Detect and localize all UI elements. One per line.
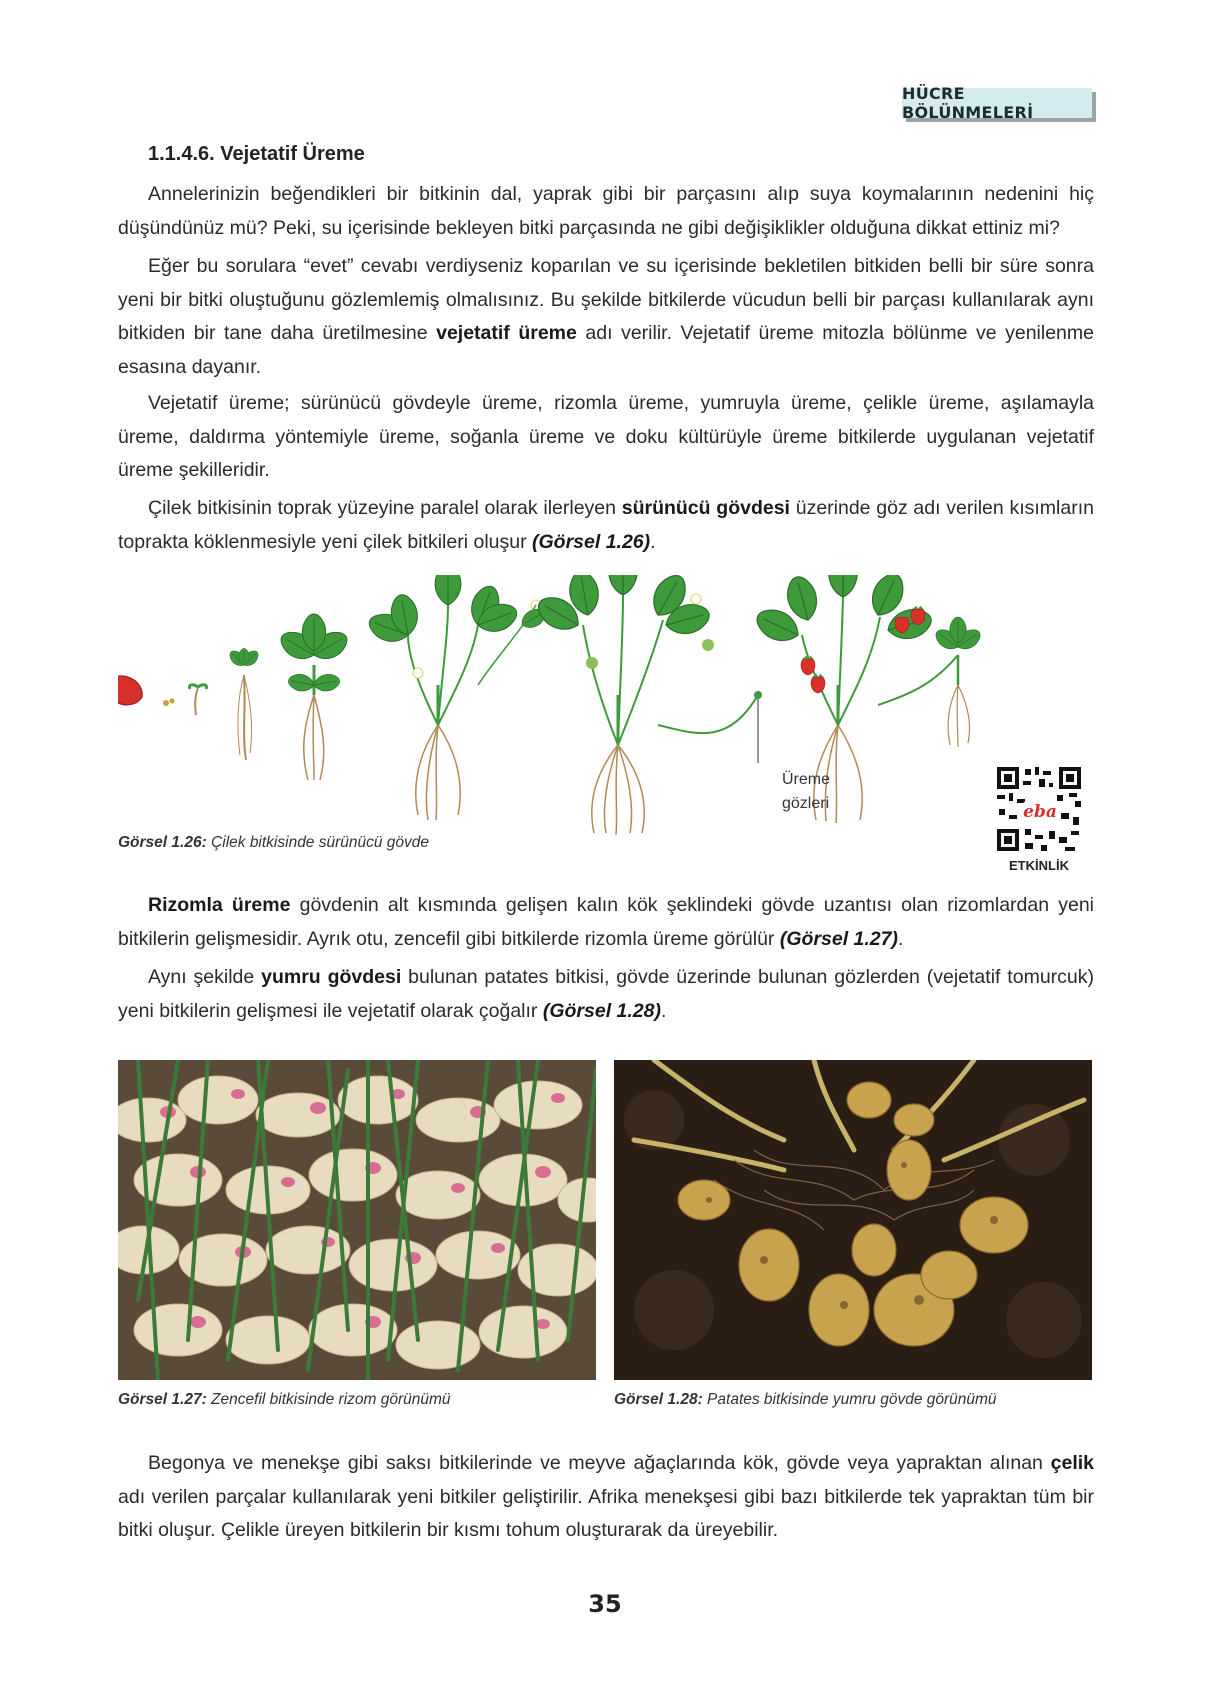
qr-code-icon[interactable] <box>995 765 1083 853</box>
paragraph-strawberry <box>118 492 1094 559</box>
punctuation: . <box>650 530 656 553</box>
figure-128-caption <box>614 1391 997 1409</box>
figure-reference: (Görsel 1.26) <box>532 530 651 553</box>
paragraph-cutting <box>118 1447 1094 1548</box>
term-yumru-govdesi: yumru gövdesi <box>261 966 402 988</box>
daughter-plant <box>932 617 984 747</box>
potato-tuber-photo <box>614 1060 1092 1380</box>
paragraph-intro <box>118 178 1094 245</box>
flowering-plant <box>365 575 548 820</box>
figure-127-caption <box>118 1391 451 1409</box>
paragraph-text: Aynı şekilde <box>148 966 262 988</box>
label-line: gözleri <box>782 795 830 812</box>
page-number: 35 <box>588 1590 622 1618</box>
punctuation: . <box>897 927 904 950</box>
paragraph-text: adı verilir. Vejetatif üreme mitozla bölünme ve yenilenme esasına dayanır. <box>118 322 1094 378</box>
paragraph-text: gövdenin alt kısmında gelişen kalın kök şeklindeki gövde uzantısı olan rizomlardan yeni bitkilerin gelişmesidir. Ayrık otu, zencefil gibi bitkilerde rizomla üreme görülür <box>118 894 1094 950</box>
caption-ref: Görsel 1.28: <box>614 1391 703 1408</box>
ginger-rhizome-photo <box>118 1060 596 1380</box>
caption-ref: Görsel 1.26: <box>118 834 207 851</box>
paragraph-text: bulunan patates bitkisi, gövde üzerinde bulunan gözlerden (vejetatif tomurcuk) yeni bitkilerin gelişmesi ile vejetatif olarak çoğalır <box>118 966 1094 1022</box>
qr-activity-label: ETKİNLİK <box>1009 858 1069 873</box>
growing-plant <box>276 614 352 780</box>
paragraph-text: adı verilen parçalar kullanılarak yeni bitkiler geliştirilir. Afrika menekşesi gibi bazı bitkilerde tek yapraktan tüm bir bitki oluşur. Çelikle üreyen bitkilerin bir kısmı tohum oluşturarak da üreyebilir. <box>118 1485 1094 1541</box>
caption-text: Çilek bitkisinde sürünücü gövde <box>206 834 430 851</box>
paragraph-text: Çilek bitkisinin toprak yüzeyine paralel olarak ilerleyen <box>148 497 622 519</box>
strawberry-runner-illustration <box>118 575 1098 837</box>
paragraph-text: Eğer bu sorulara “evet” cevabı verdiyseniz koparılan ve su içerisinde bekletilen bitkiden belli bir süre sonra yeni bir bitki oluştuğunu gözlemlemiş olmalısınız. Bu şekilde bitkilerde vücudun belli bir parçası kullanılarak aynı bitkiden bir tane daha üretilmesine <box>118 255 1094 344</box>
paragraph-text: Annelerinizin beğendikleri bir bitkinin dal, yaprak gibi bir parçasını alıp suya koymalarının nedenini hiç düşündünüz mü? Peki, su içerisinde bekleyen bitki parçasında ne gibi değişiklikler olduğuna dikkat ettiniz mi? <box>118 183 1094 239</box>
term-surunucu-govde: sürünücü gövdesi <box>621 497 790 519</box>
figure-126-caption <box>118 834 429 852</box>
figure-reference: (Görsel 1.28) <box>542 999 661 1022</box>
runner-plant <box>533 575 762 835</box>
paragraph-definition <box>118 250 1094 384</box>
strawberry-fruit <box>118 671 175 710</box>
paragraph-tuber <box>118 961 1094 1028</box>
term-rizomla-ureme: Rizomla üreme <box>148 894 291 916</box>
young-seedling <box>227 648 261 760</box>
paragraph-types <box>118 387 1094 488</box>
eba-logo: eba <box>1023 802 1057 822</box>
caption-text: Patates bitkisinde yumru gövde görünümü <box>702 1391 997 1408</box>
paragraph-text: üzerinde göz adı verilen kısımların toprakta köklenmesiyle yeni çilek bitkileri oluşur <box>118 497 1094 553</box>
paragraph-text: Begonya ve menekşe gibi saksı bitkilerinde ve meyve ağaçlarında kök, gövde veya yapraktan alınan <box>148 1452 1051 1474</box>
label-line: Üreme <box>782 771 831 788</box>
caption-ref: Görsel 1.27: <box>118 1391 207 1408</box>
paragraph-rhizome <box>118 889 1094 956</box>
chapter-tag: HÜCRE BÖLÜNMELERİ <box>902 88 1092 118</box>
punctuation: . <box>661 999 667 1022</box>
section-title: 1.1.4.6. Vejetatif Üreme <box>148 143 365 165</box>
term-celik: çelik <box>1050 1452 1094 1474</box>
paragraph-text: Vejetatif üreme; sürünücü gövdeyle üreme, rizomla üreme, yumruyla üreme, çelikle üreme, aşılamayla üreme, daldırma yöntemiyle üreme, soğanla üreme ve doku kültürüyle üreme bitkilerde uygulanan vejetatif üreme şekilleridir. <box>118 392 1094 481</box>
ureme-gozleri-label <box>782 768 830 816</box>
term-vejetatif-ureme: vejetatif üreme <box>436 322 577 344</box>
caption-text: Zencefil bitkisinde rizom görünümü <box>206 1391 451 1408</box>
seedling-sprout <box>189 685 206 715</box>
figure-reference: (Görsel 1.27) <box>779 927 898 950</box>
